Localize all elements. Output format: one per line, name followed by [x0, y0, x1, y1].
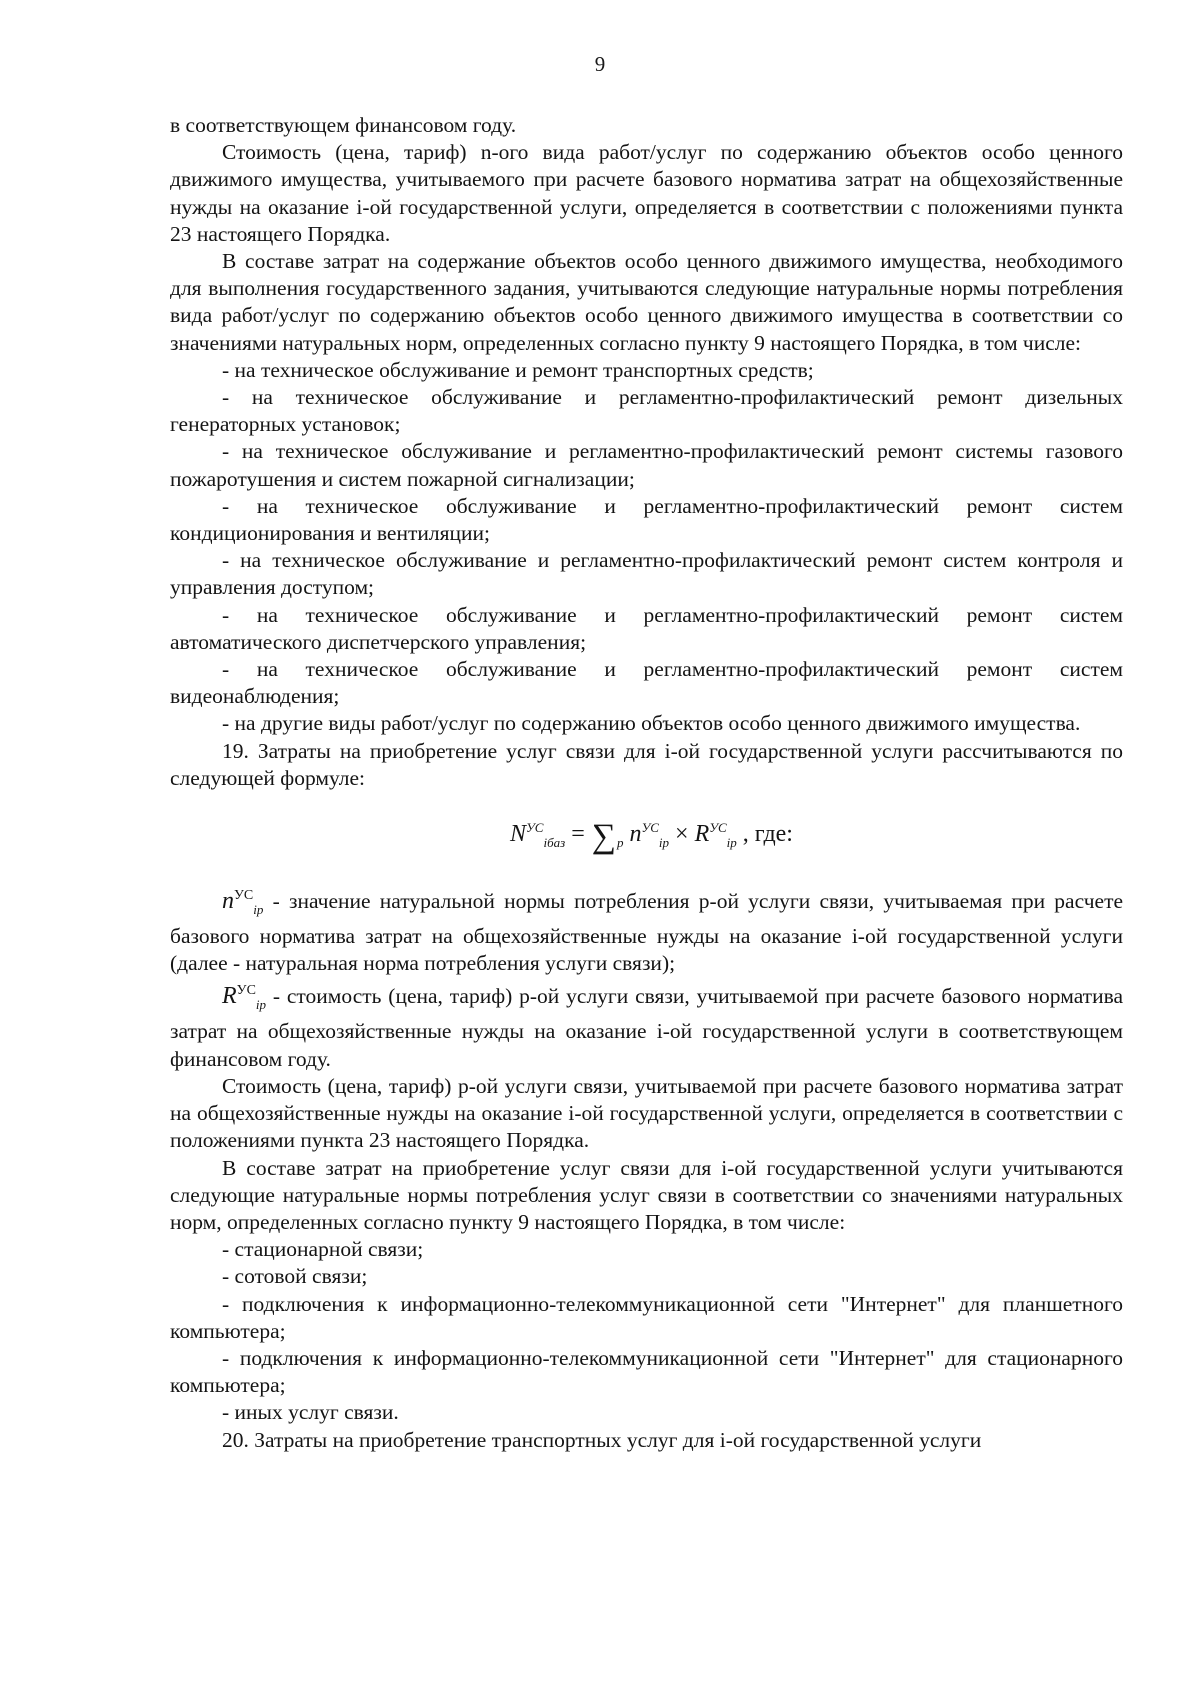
formula-times: × [675, 821, 689, 848]
list-item: - на техническое обслуживание и регламентно-профилактический ремонт систем видеонаблюдения; [170, 657, 1123, 709]
list-item: - подключения к информационно-телекоммуникационной сети "Интернет" для планшетного компьютера; [170, 1291, 1123, 1343]
paragraph-composition-property: В составе затрат на содержание объектов особо ценного движимого имущества, необходимого для выполнения государственного задания, учитываются следующие натуральные нормы потребления вида работ/услуг по содержанию объектов особо ценного движимого имущества в соответствии со значениями натуральных норм, определенных согласно пункту 9 настоящего Порядка, в том числе: [170, 249, 1123, 355]
list-item: - на техническое обслуживание и регламентно-профилактический ремонт систем контроля и управления доступом; [170, 548, 1123, 600]
formula-r-term: $R^{УС}_{ip}$ [694, 820, 737, 850]
list-item: - на техническое обслуживание и регламентно-профилактический ремонт системы газового пожаротушения и систем пожарной сигнализации; [170, 439, 1123, 491]
list-item: - на другие виды работ/услуг по содержанию объектов особо ценного движимого имущества. [222, 711, 1081, 736]
list-item: - сотовой связи; [222, 1264, 368, 1289]
paragraph-19: 19. Затраты на приобретение услуг связи для i-ой государственной услуги рассчитываются по следующей формуле: [170, 738, 1123, 790]
formula-equals: = [571, 821, 585, 848]
list-item: - стационарной связи; [222, 1237, 424, 1262]
communication-norms-list [170, 1236, 1123, 1426]
list-item: - на техническое обслуживание и регламентно-профилактический ремонт дизельных генераторных установок; [170, 385, 1123, 437]
formula-lhs: $N^{УС}_{iбаз}$ [510, 820, 566, 850]
definition-n: $n^{УС}_{ip}$ - значение натуральной нормы потребления р-ой услуги связи, учитываемая при расчете базового норматива затрат на общехозяйственные нужды на оказание i-ой государственной услуги (далее - натуральная норма потребления услуги связи); [170, 888, 1124, 976]
communication-cost-formula [170, 814, 1123, 856]
formula-n-term: $n^{УС}_{ip}$ [629, 820, 670, 850]
paragraph-composition-communication: В составе затрат на приобретение услуг связи для i-ой государственной услуги учитываются следующие натуральные нормы потребления услуг связи в соответствии со значениями натуральных норм, определенных согласно пункту 9 настоящего Порядка, в том числе: [170, 1155, 1123, 1234]
formula-suffix: , где: [742, 821, 793, 848]
symbol-n: $n^{УС}_{ip}$ [222, 888, 264, 917]
paragraph-cost-p: Стоимость (цена, тариф) р-ой услуги связи, учитываемой при расчете базового норматива затрат на общехозяйственные нужды на оказание i-ой государственной услуги, определяется в соответствии с положениями пункта 23 настоящего Порядка. [170, 1073, 1123, 1153]
definition-r: $R^{УС}_{ip}$ - стоимость (цена, тариф) р-ой услуги связи, учитываемой при расчете базового норматива затрат на общехозяйственные нужды на оказание i-ой государственной услуги в соответствующем финансовом году. [170, 983, 1123, 1071]
document-body [170, 112, 1123, 1454]
list-item: - на техническое обслуживание и регламентно-профилактический ремонт систем кондиционирования и вентиляции; [170, 493, 1123, 546]
list-item: - на техническое обслуживание и регламентно-профилактический ремонт систем автоматического диспетчерского управления; [170, 602, 1123, 654]
paragraph-20: 20. Затраты на приобретение транспортных услуг для i-ой государственной услуги [222, 1427, 982, 1452]
paragraph-continuation: в соответствующем финансовом году. [170, 113, 517, 137]
page-number: 9 [594, 52, 606, 76]
list-item: - подключения к информационно-телекоммуникационной сети "Интернет" для стационарного компьютера; [170, 1345, 1123, 1398]
sum-index: p [616, 834, 624, 850]
paragraph-cost-n: Стоимость (цена, тариф) n-ого вида работ/услуг по содержанию объектов особо ценного движимого имущества, учитываемого при расчете базового норматива затрат на общехозяйственные нужды на оказание i-ой государственной услуги, определяется в соответствии с положениями пункта 23 настоящего Порядка. [170, 140, 1123, 246]
property-norms-list [170, 357, 1123, 738]
sum-symbol: ∑ [591, 818, 616, 856]
symbol-r: $R^{УС}_{ip}$ [222, 983, 267, 1013]
list-item: - на техническое обслуживание и ремонт транспортных средств; [222, 357, 814, 382]
list-item: - иных услуг связи. [222, 1400, 399, 1425]
